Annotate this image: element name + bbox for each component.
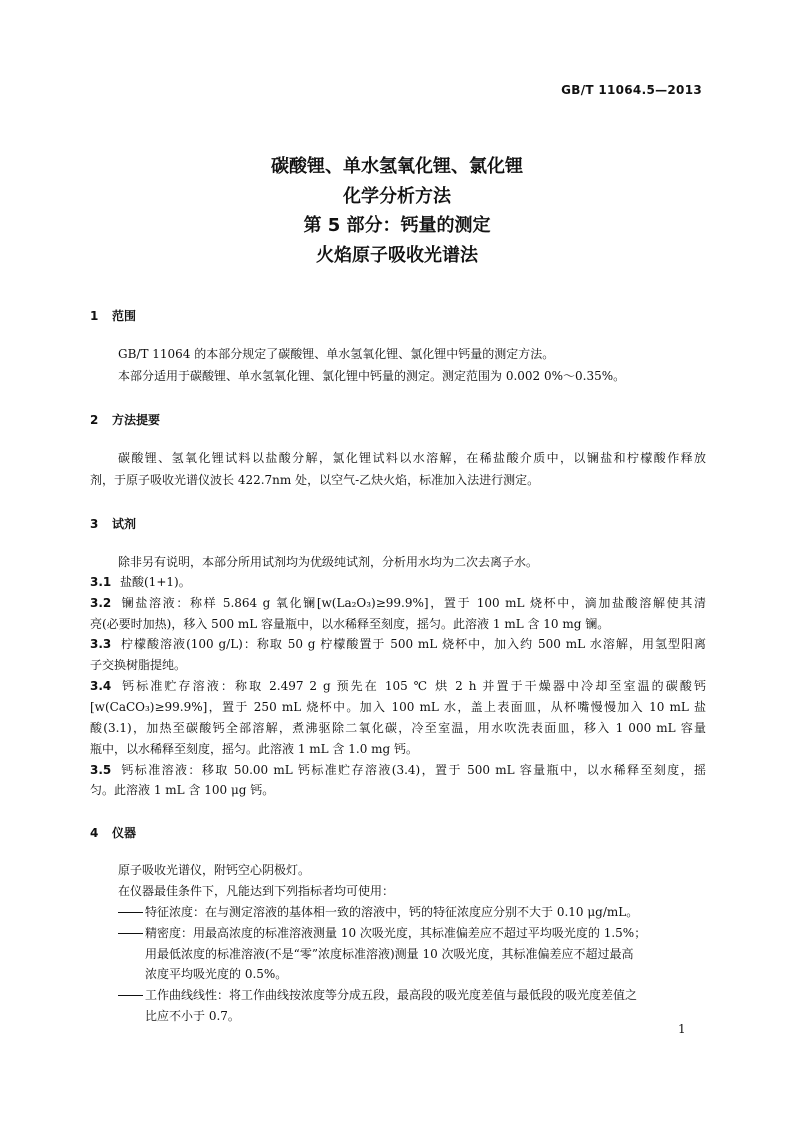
standard-number: GB/T 11064.5—2013 xyxy=(561,83,702,97)
criterion-text-line-1: 工作曲线线性：将工作曲线按浓度等分成五段，最高段的吸光度差值与最低段的吸光度差值之 xyxy=(145,988,638,1002)
title-line-3: 第 5 部分：钙量的测定 xyxy=(303,215,491,236)
reagent-3-5-line-2: 匀。此溶液 1 mL 含 100 μg 钙。 xyxy=(90,783,275,797)
clause-text: 盐酸(1+1)。 xyxy=(120,575,191,589)
clause-text: 钙标准溶液：移取 50.00 mL 钙标准贮存溶液(3.4)，置于 500 mL 容量瓶中，以水稀释至刻度，摇 xyxy=(120,763,706,777)
clause-number: 3.3 xyxy=(90,637,112,651)
reagent-3-2-line-1 xyxy=(90,593,706,614)
criterion-linearity xyxy=(118,985,706,1026)
clause-number: 3.5 xyxy=(90,763,112,777)
clause-text: 钙标准贮存溶液：称取 2.497 2 g 预先在 105 ℃ 烘 2 h 并置于干燥器中冷却至室温的碳酸钙 xyxy=(120,679,706,693)
reagent-3-1 xyxy=(90,572,706,593)
criterion-precision xyxy=(118,923,706,985)
section-3-heading xyxy=(90,515,136,532)
criterion-text-line-2: 比应不小于 0.7。 xyxy=(145,1008,240,1023)
section-2-heading xyxy=(90,411,160,428)
criterion-text-line-1: 精密度：用最高浓度的标准溶液测量 10 次吸光度，其标准偏差应不超过平均吸光度的 1.5%； xyxy=(145,926,647,940)
reagent-3-4-line-1 xyxy=(90,676,706,697)
reagent-3-3-line-1 xyxy=(90,634,706,655)
reagent-3-4-line-2: [w(CaCO₃)≥99.9%]，置于 250 mL 烧杯中。加入 100 mL 水，盖上表面皿，从杯嘴慢慢加入 10 mL 盐 xyxy=(90,700,706,714)
section-title: 方法提要 xyxy=(112,413,161,427)
title-line-1: 碳酸锂、单水氢氧化锂、氯化锂 xyxy=(271,156,523,177)
section-3-intro: 除非另有说明，本部分所用试剂均为优级纯试剂，分析用水均为二次去离子水。 xyxy=(118,555,539,569)
section-1-paragraph-2: 本部分适用于碳酸锂、单水氢氧化锂、氯化锂中钙量的测定。测定范围为 0.002 0%～0.35%。 xyxy=(118,369,626,383)
section-2-line-1: 碳酸锂、氢氧化锂试料以盐酸分解，氯化锂试料以水溶解，在稀盐酸介质中，以镧盐和柠檬酸作释放 xyxy=(118,451,706,465)
section-number: 1 xyxy=(90,309,99,323)
document-title xyxy=(0,152,794,270)
section-number: 2 xyxy=(90,413,99,427)
section-title: 仪器 xyxy=(112,826,137,840)
section-4-paragraph-1: 原子吸收光谱仪，附钙空心阴极灯。 xyxy=(118,863,311,877)
criterion-characteristic-concentration xyxy=(118,902,706,923)
section-1-paragraph-1: GB/T 11064 的本部分规定了碳酸锂、单水氢氧化锂、氯化锂中钙量的测定方法。 xyxy=(118,347,555,361)
clause-number: 3.2 xyxy=(90,596,112,610)
title-line-4: 火焰原子吸收光谱法 xyxy=(316,244,478,266)
section-2-line-2: 剂，于原子吸收光谱仪波长 422.7nm 处，以空气-乙炔火焰，标准加入法进行测定。 xyxy=(90,473,540,487)
clause-number: 3.4 xyxy=(90,679,112,693)
criterion-text-line-3: 浓度平均吸光度的 0.5%。 xyxy=(145,967,288,981)
section-4-heading xyxy=(90,824,136,841)
section-title: 范围 xyxy=(112,309,137,323)
section-1-heading xyxy=(90,307,136,324)
section-number: 4 xyxy=(90,826,99,840)
reagent-3-2-line-2: 亮(必要时加热)，移入 500 mL 容量瓶中，以水稀释至刻度，摇匀。此溶液 1 mL 含 10 mg 镧。 xyxy=(90,617,610,631)
reagent-3-4-line-4: 瓶中，以水稀释至刻度，摇匀。此溶液 1 mL 含 1.0 mg 钙。 xyxy=(90,742,419,756)
clause-text: 柠檬酸溶液(100 g/L)：称取 50 g 柠檬酸置于 500 mL 烧杯中，加入约 500 mL 水溶解，用氢型阳离 xyxy=(120,637,706,651)
criterion-text: 特征浓度：在与测定溶液的基体相一致的溶液中，钙的特征浓度应分别不大于 0.10 μg/mL。 xyxy=(145,905,639,919)
reagent-3-5-line-1 xyxy=(90,760,706,781)
reagent-3-4-line-3: 酸(3.1)，加热至碳酸钙全部溶解，煮沸驱除二氧化碳，冷至室温，用水吹洗表面皿，移入 1 000 mL 容量 xyxy=(90,721,706,735)
clause-number: 3.1 xyxy=(90,575,112,589)
title-line-2: 化学分析方法 xyxy=(343,185,451,207)
section-number: 3 xyxy=(90,517,99,531)
page-number: 1 xyxy=(678,1022,686,1036)
section-title: 试剂 xyxy=(112,517,137,531)
reagent-3-3-line-2: 子交换树脂提纯。 xyxy=(90,658,187,672)
section-4-paragraph-2: 在仪器最佳条件下，凡能达到下列指标者均可使用： xyxy=(118,884,395,898)
criterion-text-line-2: 用最低浓度的标准溶液(不是“零”浓度标准溶液)测量 10 次吸光度，其标准偏差应不超过最高 xyxy=(145,946,634,961)
clause-text: 镧盐溶液：称样 5.864 g 氧化镧[w(La₂O₃)≥99.9%]，置于 100 mL 烧杯中，滴加盐酸溶解使其清 xyxy=(120,596,706,610)
